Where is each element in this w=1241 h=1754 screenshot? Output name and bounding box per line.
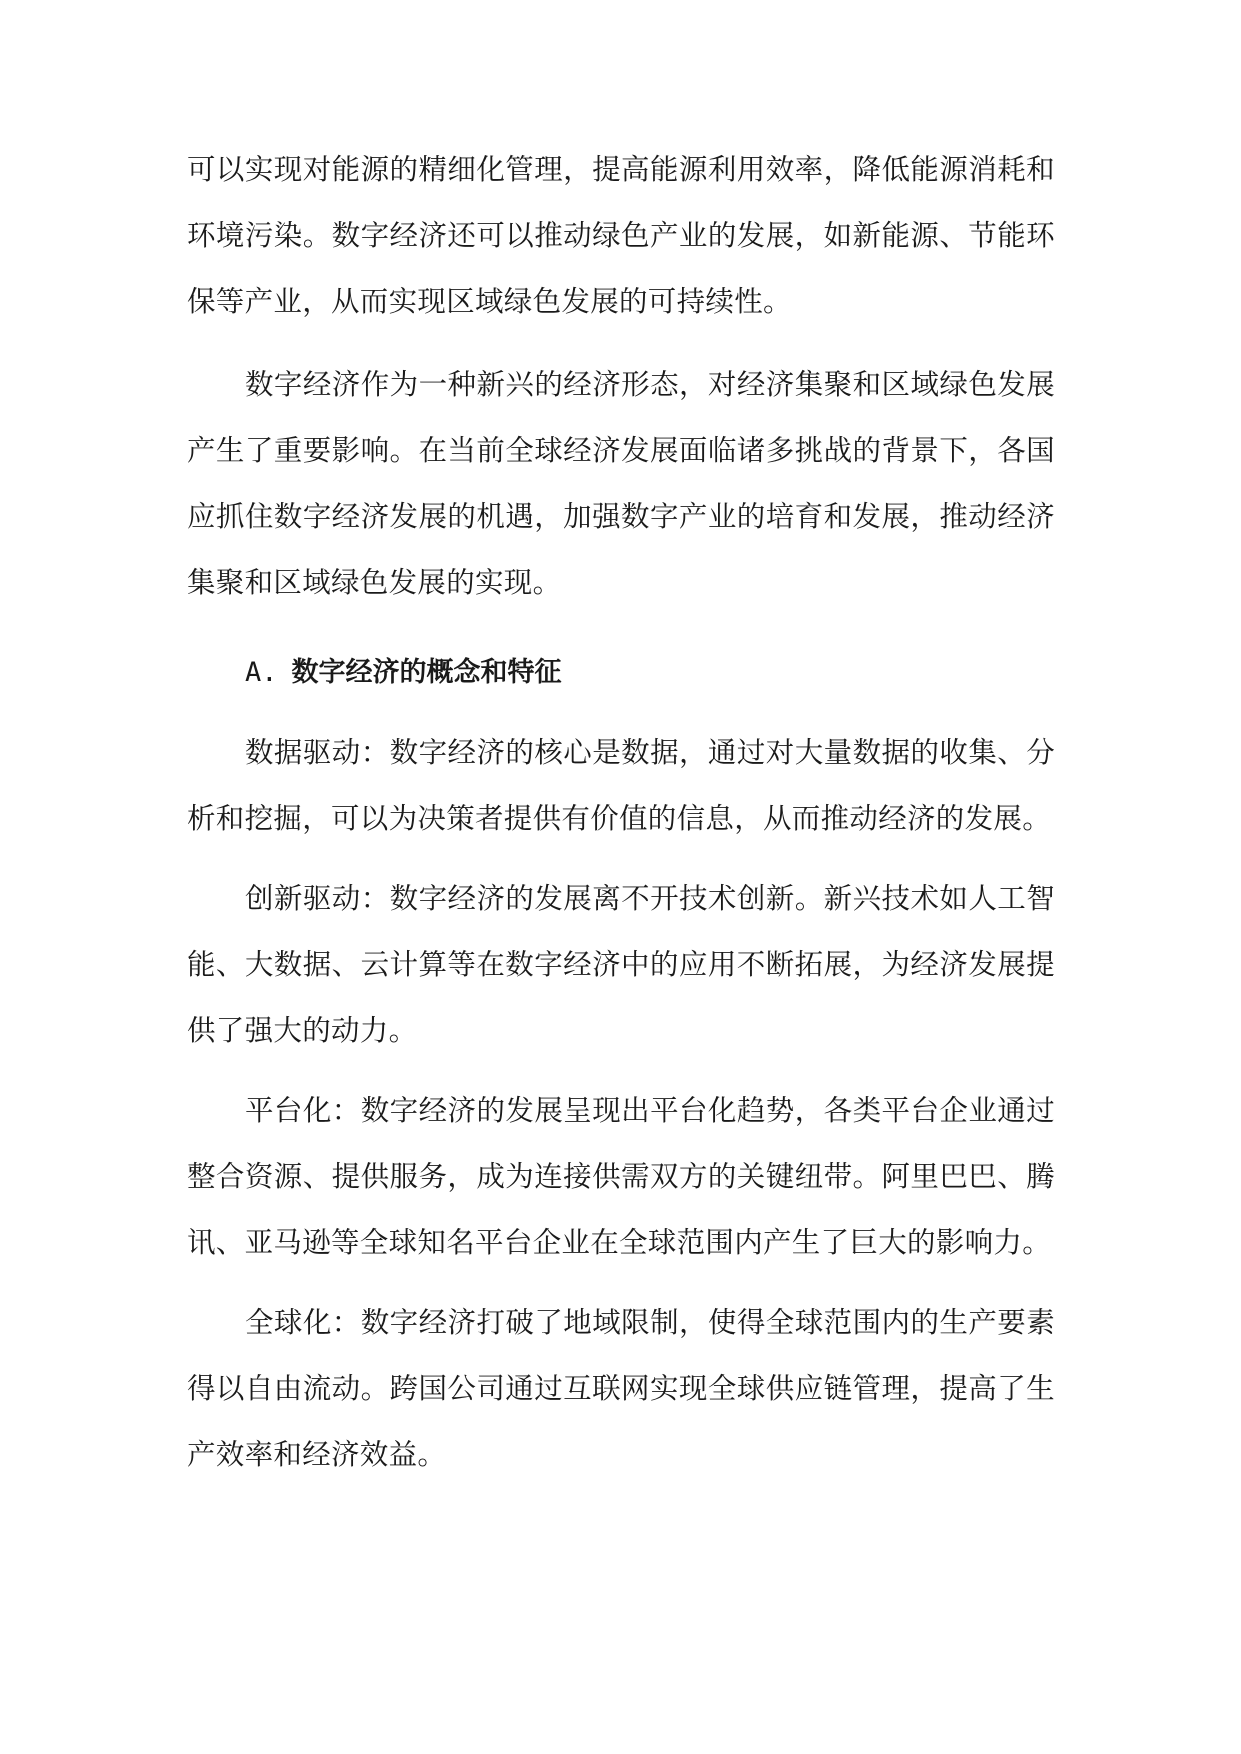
continuation-paragraph: 可以实现对能源的精细化管理，提高能源利用效率，降低能源消耗和环境污染。数字经济还可以推动绿色产业的发展，如新能源、节能环保等产业，从而实现区域绿色发展的可持续性。 [187, 153, 1055, 318]
section-title: 数字经济的概念和特征 [291, 657, 562, 688]
paragraph-data-driven: 数据驱动：数字经济的核心是数据，通过对大量数据的收集、分析和挖掘，可以为决策者提供有价值的信息，从而推动经济的发展。 [187, 736, 1055, 835]
paragraph-innovation-driven: 创新驱动：数字经济的发展离不开技术创新。新兴技术如人工智能、大数据、云计算等在数字经济中的应用不断拓展，为经济发展提供了强大的动力。 [187, 882, 1055, 1047]
paragraph-platform: 平台化：数字经济的发展呈现出平台化趋势，各类平台企业通过整合资源、提供服务，成为连接供需双方的关键纽带。阿里巴巴、腾讯、亚马逊等全球知名平台企业在全球范围内产生了巨大的影响力。 [187, 1094, 1055, 1259]
conclusion-paragraph: 数字经济作为一种新兴的经济形态，对经济集聚和区域绿色发展产生了重要影响。在当前全球经济发展面临诸多挑战的背景下，各国应抓住数字经济发展的机遇，加强数字产业的培育和发展，推动经济集聚和区域绿色发展的实现。 [187, 368, 1055, 599]
document-body [187, 137, 1055, 1488]
section-heading [187, 640, 1055, 706]
paragraph-globalization: 全球化：数字经济打破了地域限制，使得全球范围内的生产要素得以自由流动。跨国公司通过互联网实现全球供应链管理，提高了生产效率和经济效益。 [187, 1306, 1055, 1471]
section-number: A. [245, 657, 278, 688]
